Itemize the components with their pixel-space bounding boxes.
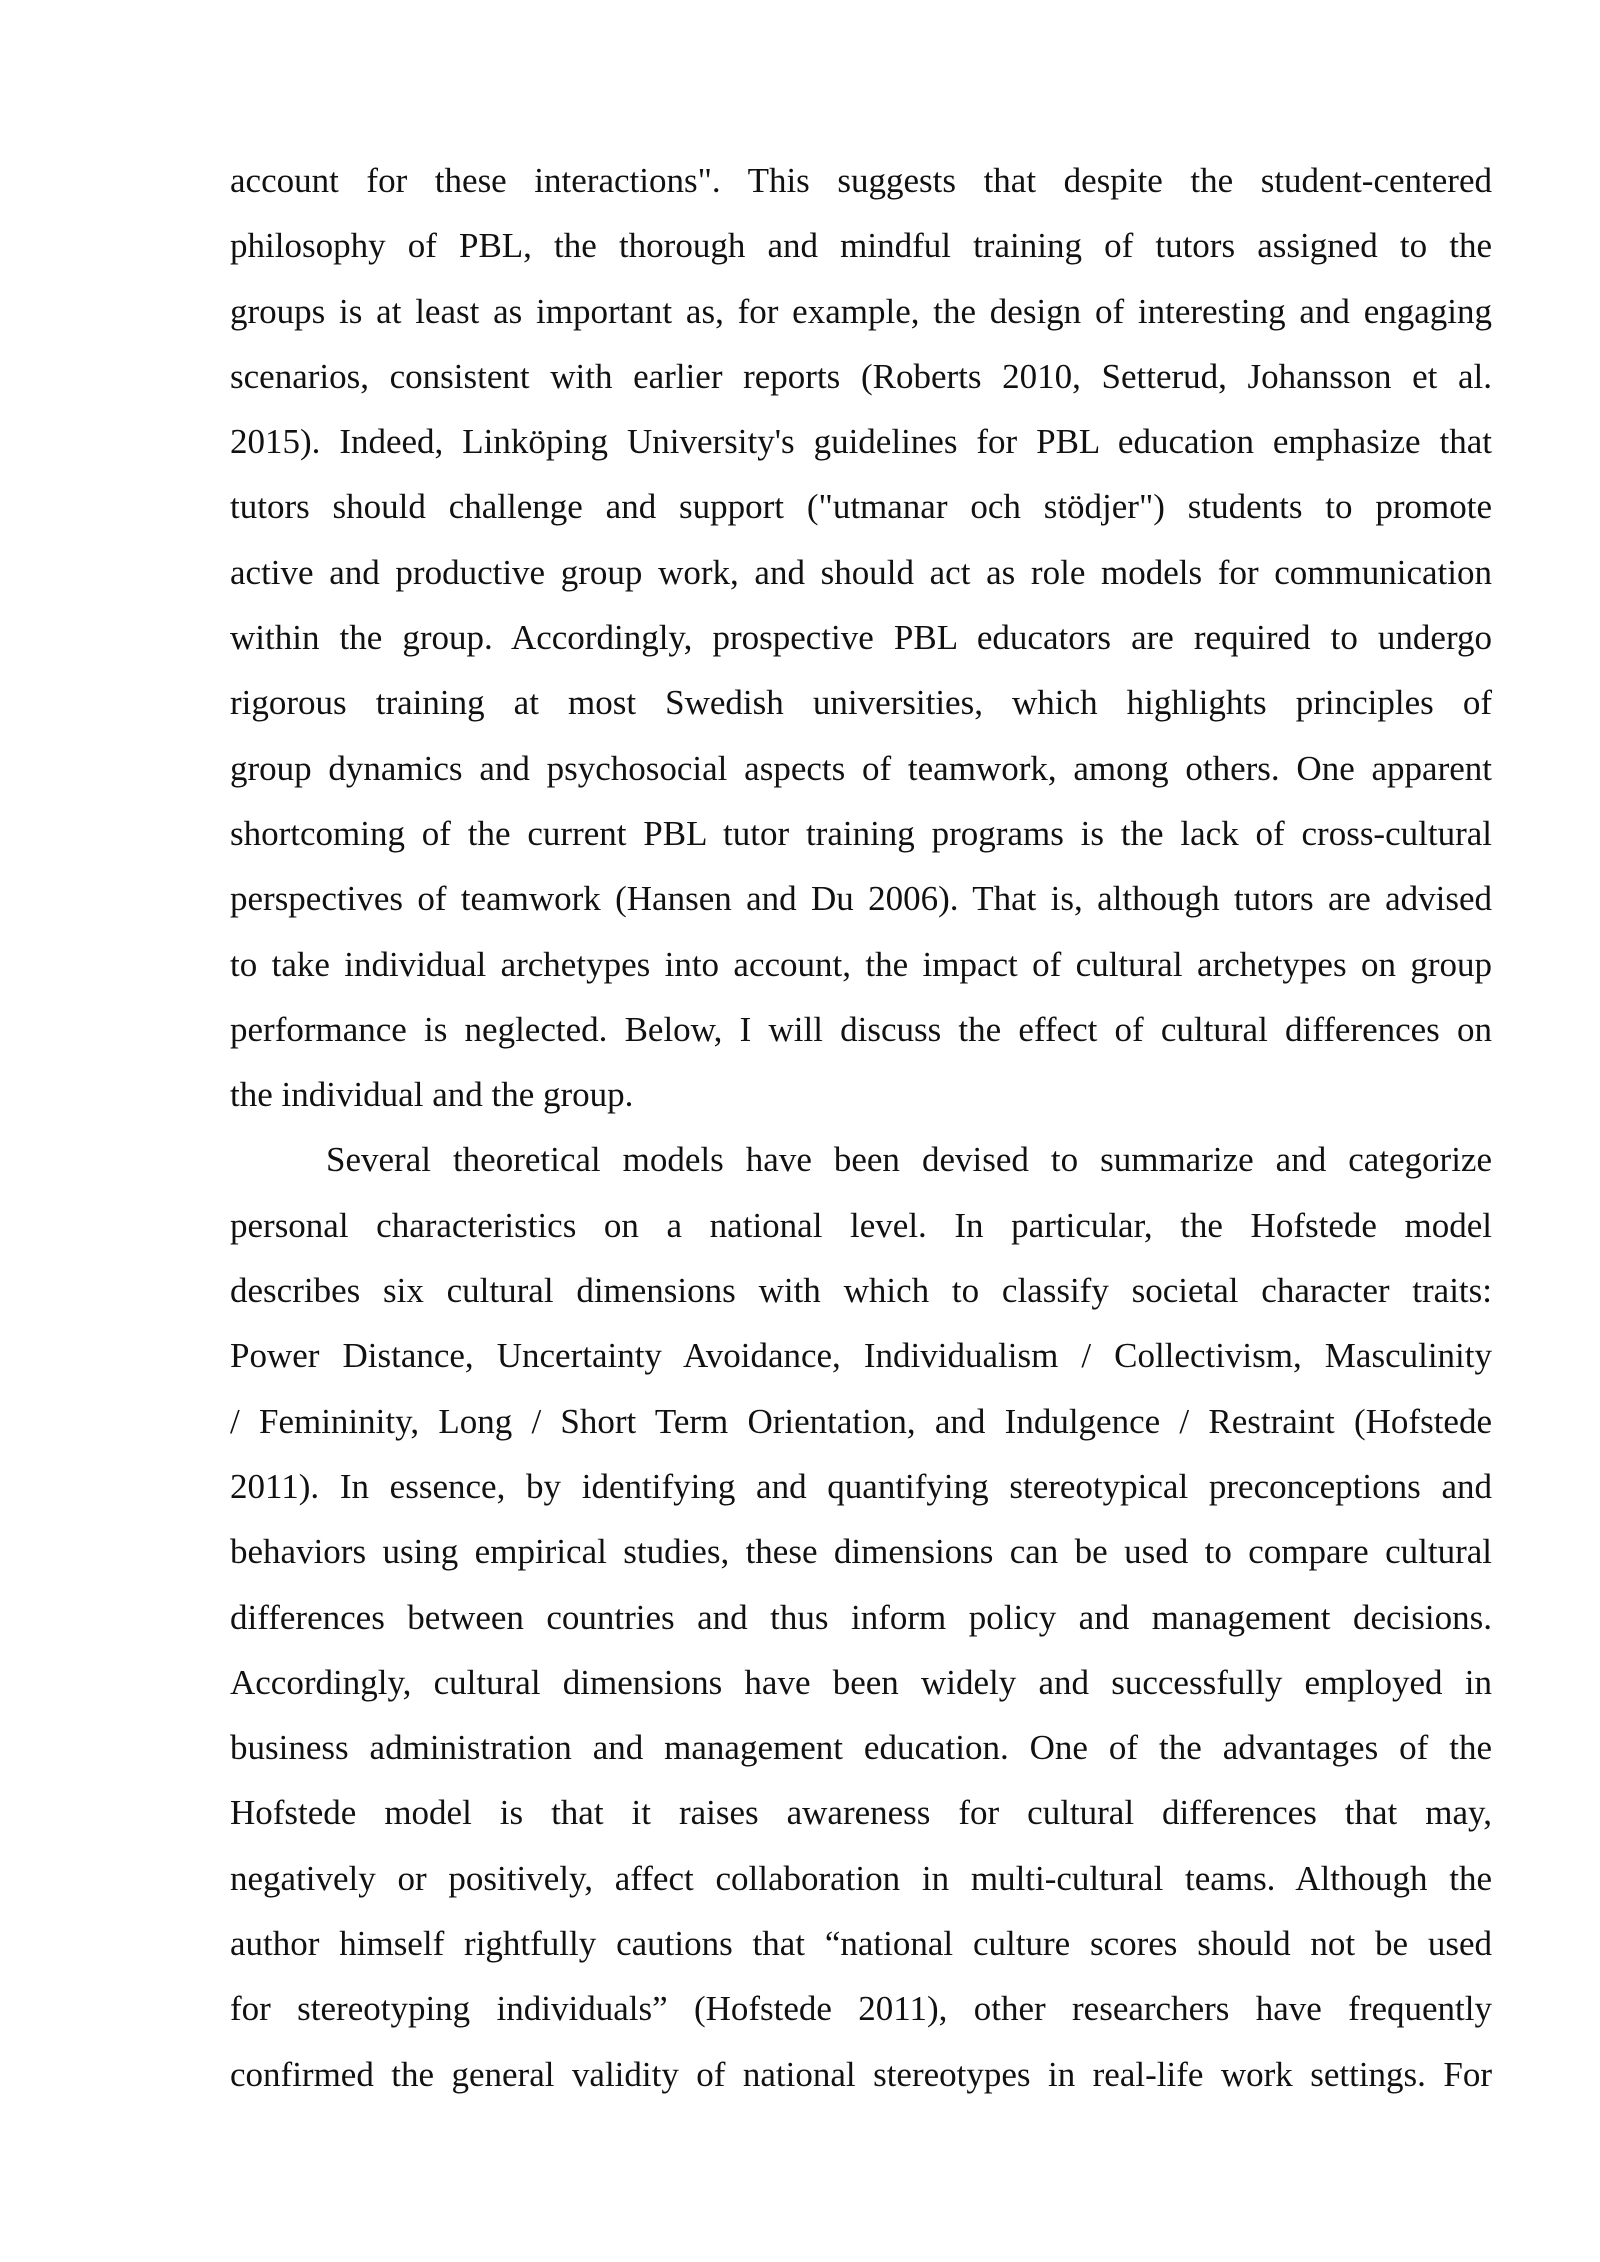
body-text <box>230 148 1492 2107</box>
text-line: account for these interactions". This suggests that despite the student-centered <box>230 161 1492 200</box>
text-line: business administration and management education. One of the advantages of the <box>230 1728 1492 1768</box>
text-line: groups is at least as important as, for example, the design of interesting and engaging <box>230 291 1492 331</box>
text-line: personal characteristics on a national level. In particular, the Hofstede model <box>230 1205 1492 1245</box>
text-line: Power Distance, Uncertainty Avoidance, Individualism / Collectivism, Masculinity <box>230 1336 1492 1376</box>
text-line: negatively or positively, affect collaboration in multi-cultural teams. Although the <box>230 1858 1492 1898</box>
text-line: 2011). In essence, by identifying and quantifying stereotypical preconceptions and <box>230 1466 1492 1506</box>
text-line: scenarios, consistent with earlier reports (Roberts 2010, Setterud, Johansson et al. <box>230 356 1492 396</box>
text-line: Accordingly, cultural dimensions have been widely and successfully employed in <box>230 1662 1492 1702</box>
paragraph-1 <box>230 148 1492 1127</box>
text-line: perspectives of teamwork (Hansen and Du 2006). That is, although tutors are advised <box>230 879 1492 919</box>
text-line: author himself rightfully cautions that “national culture scores should not be used <box>230 1924 1492 1964</box>
text-line: group dynamics and psychosocial aspects of teamwork, among others. One apparent <box>230 748 1492 788</box>
text-line: within the group. Accordingly, prospective PBL educators are required to undergo <box>230 618 1492 658</box>
text-line: performance is neglected. Below, I will discuss the effect of cultural differences on <box>230 1009 1492 1049</box>
text-line: differences between countries and thus inform policy and management decisions. <box>230 1597 1492 1637</box>
text-line: active and productive group work, and should act as role models for communication <box>230 552 1492 592</box>
text-line: for stereotyping individuals” (Hofstede 2011), other researchers have frequently <box>230 1989 1492 2029</box>
paragraph-2 <box>230 1127 1492 2106</box>
text-line: describes six cultural dimensions with which to classify societal character traits: <box>230 1271 1492 1311</box>
text-line: confirmed the general validity of national stereotypes in real-life work settings. For <box>230 2054 1492 2094</box>
text-line: philosophy of PBL, the thorough and mindful training of tutors assigned to the <box>230 226 1492 266</box>
text-line: shortcoming of the current PBL tutor training programs is the lack of cross-cultural <box>230 813 1492 853</box>
text-line: Hofstede model is that it raises awareness for cultural differences that may, <box>230 1793 1492 1833</box>
text-line: 2015). Indeed, Linköping University's guidelines for PBL education emphasize that <box>230 422 1492 462</box>
text-line: to take individual archetypes into account, the impact of cultural archetypes on group <box>230 944 1492 984</box>
text-line: / Femininity, Long / Short Term Orientation, and Indulgence / Restraint (Hofstede <box>230 1401 1492 1441</box>
text-line: Several theoretical models have been devised to summarize and categorize <box>326 1140 1492 1180</box>
text-line: rigorous training at most Swedish universities, which highlights principles of <box>230 683 1492 723</box>
text-line: the individual and the group. <box>230 1075 634 1115</box>
text-line: tutors should challenge and support ("utmanar och stödjer") students to promote <box>230 487 1492 527</box>
text-line: behaviors using empirical studies, these dimensions can be used to compare cultural <box>230 1532 1492 1572</box>
